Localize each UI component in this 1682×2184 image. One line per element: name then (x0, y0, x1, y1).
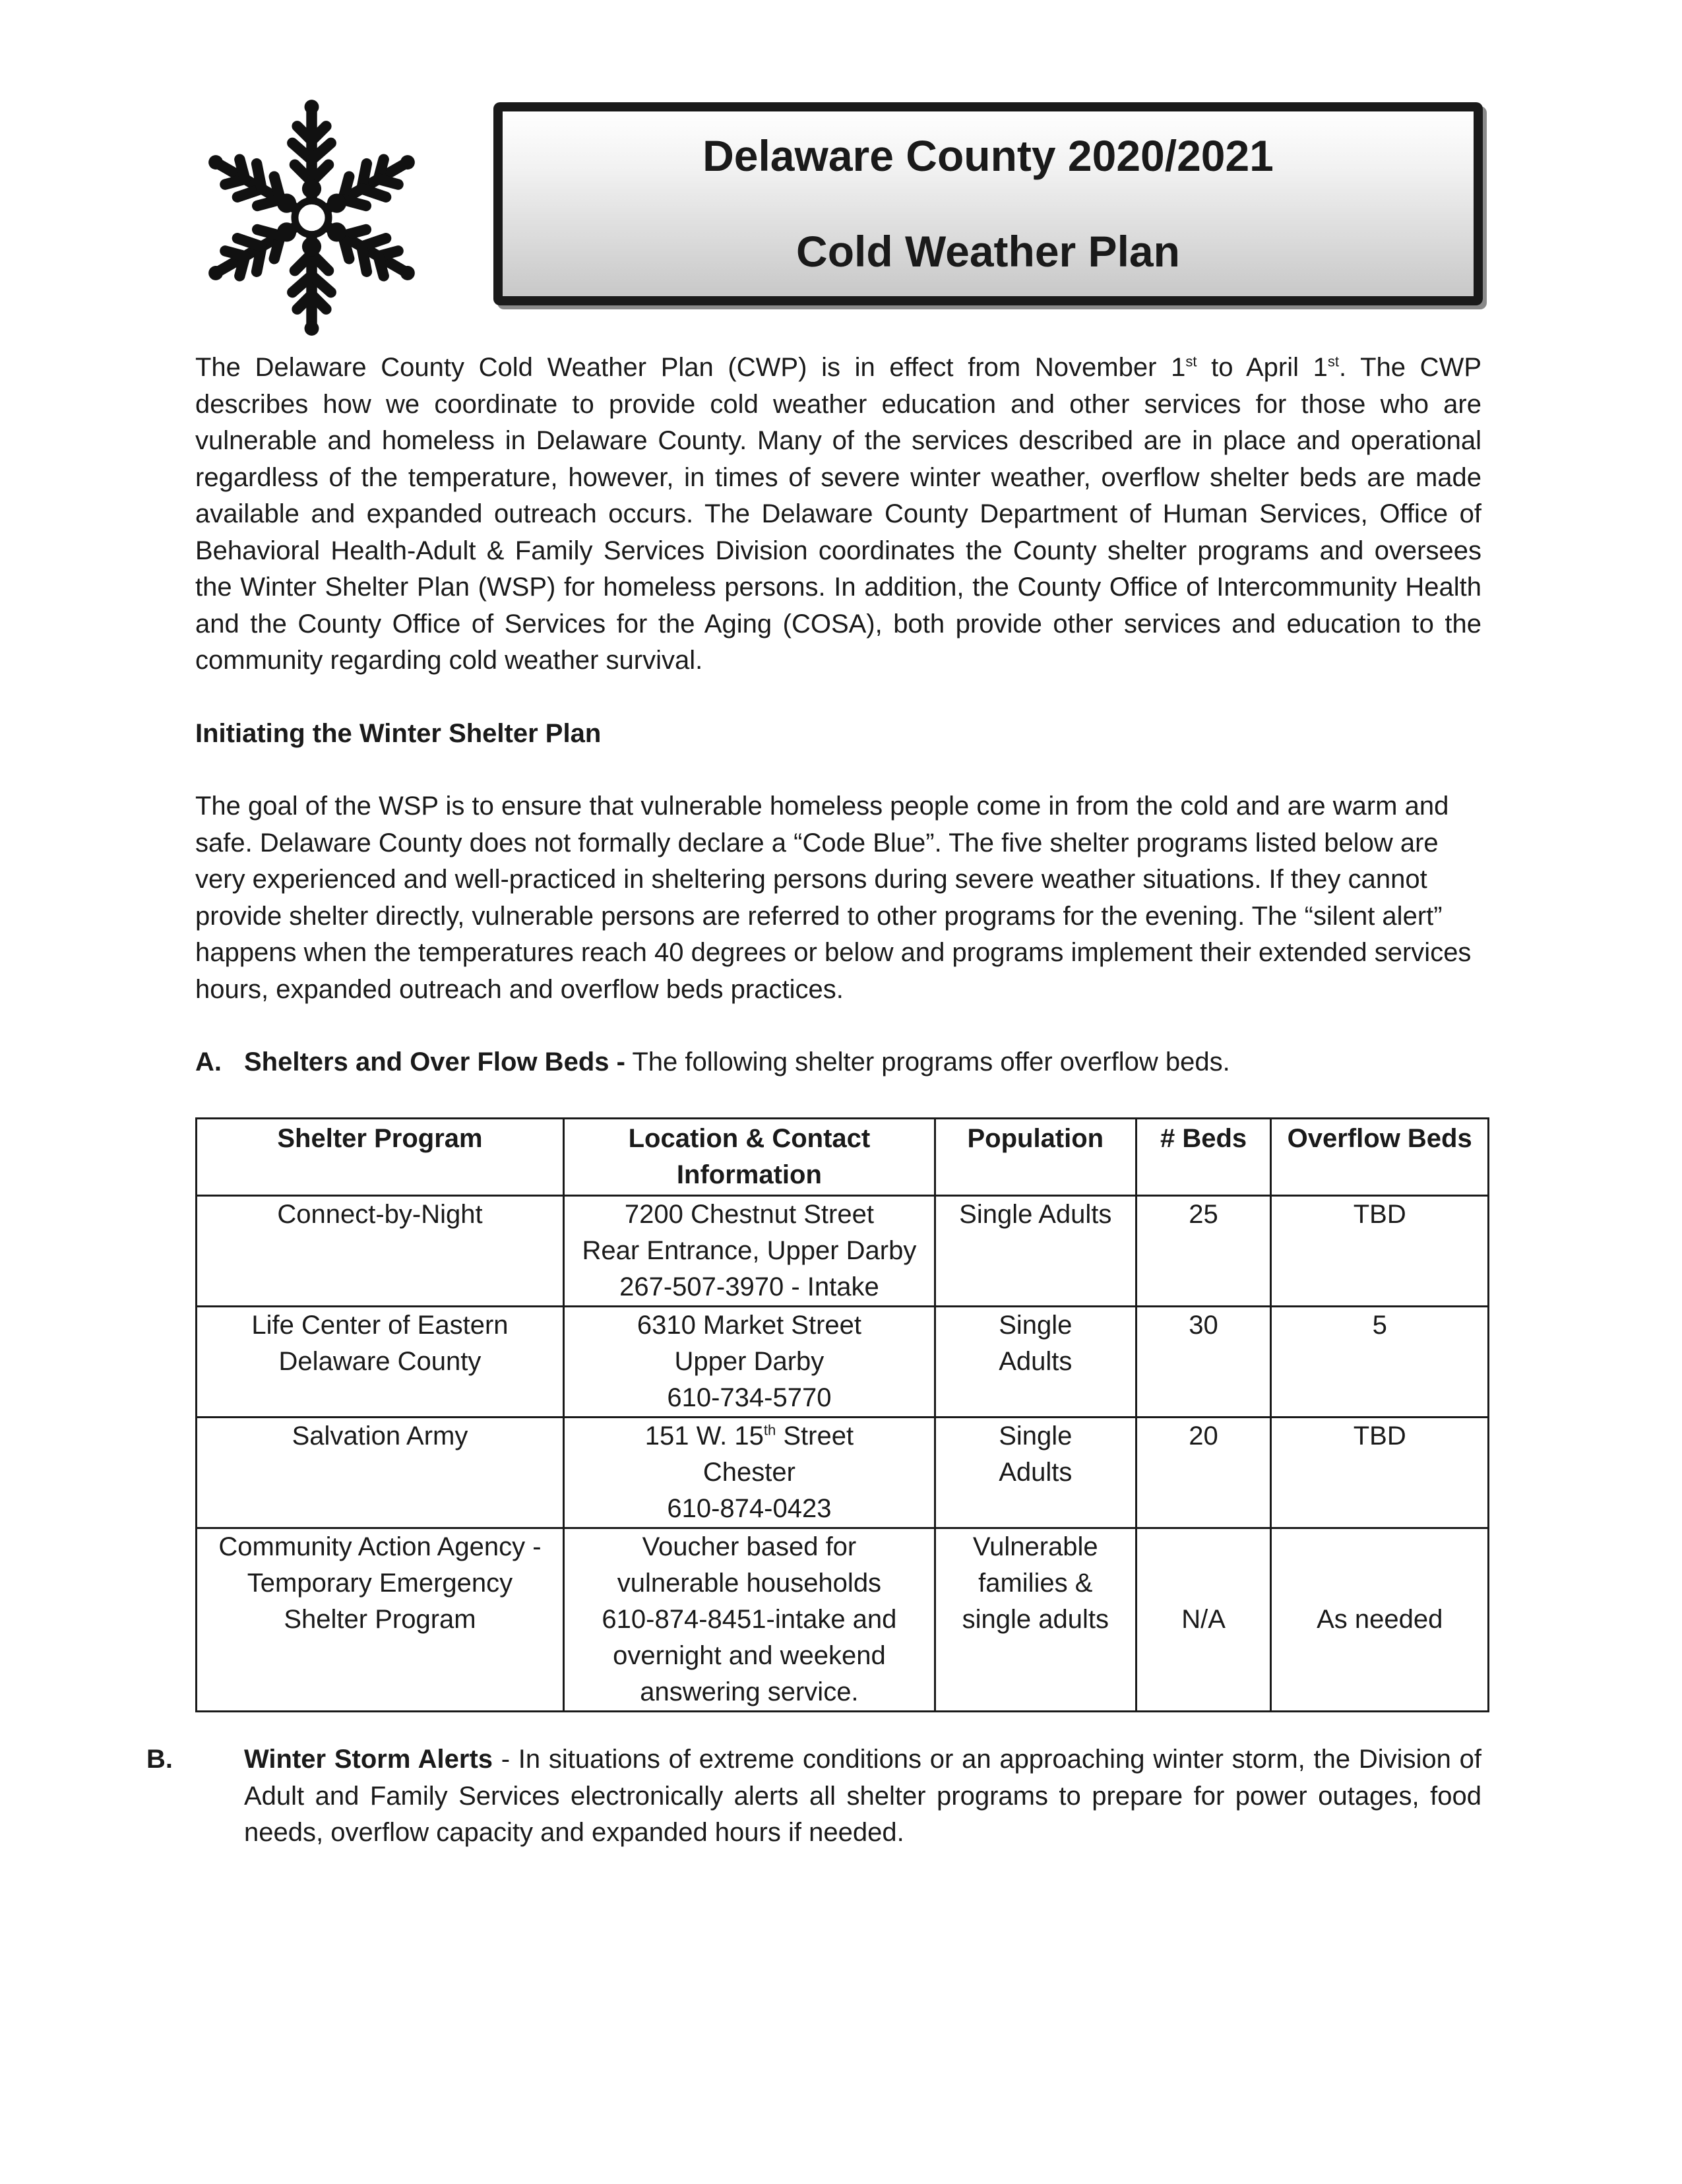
goal-section (195, 788, 1481, 1008)
overflow-cell: TBD (1271, 1196, 1489, 1307)
title-box (493, 102, 1483, 305)
beds-cell: 20 (1136, 1418, 1271, 1528)
table-row (197, 1528, 1489, 1712)
goal-paragraph: The goal of the WSP is to ensure that vulnerable homeless people come in from the cold and are warm and safe. Delaware County does not formally declare a “Code Blue”. The five shelter programs listed below are very experienced and well-practiced in sheltering persons during severe weather situations. If they cannot provide shelter directly, vulnerable persons are referred to other programs for the evening. The “silent alert” happens when the temperatures reach 40 degrees or below and programs implement their extended services hours, expanded outreach and overflow beds practices. (195, 792, 1472, 1004)
table-header-row (197, 1119, 1489, 1196)
overflow-cell: TBD (1271, 1418, 1489, 1528)
population-cell: Single Adults (935, 1418, 1136, 1528)
section-a-title: Shelters and Over Flow Beds - (244, 1047, 625, 1076)
section-a-text: The following shelter programs offer overflow beds. (625, 1047, 1230, 1076)
section-a-label: A. (195, 1047, 222, 1076)
table-row (197, 1307, 1489, 1418)
overflow-cell: 5 (1271, 1307, 1489, 1418)
population-cell: Single Adults (935, 1307, 1136, 1418)
section-b (146, 1741, 1481, 1852)
overflow-cell: As needed (1271, 1528, 1489, 1712)
document-subtitle: Cold Weather Plan (796, 227, 1180, 276)
table-row (197, 1196, 1489, 1307)
section-b-label: B. (146, 1745, 173, 1774)
location-cell: 7200 Chestnut Street Rear Entrance, Upper Darby 267-507-3970 - Intake (563, 1196, 935, 1307)
location-cell: 151 W. 15th Street Chester 610-874-0423 (563, 1418, 935, 1528)
section-a (195, 1044, 1481, 1081)
beds-cell: N/A (1136, 1528, 1271, 1712)
shelter-program-cell: Salvation Army (197, 1418, 564, 1528)
column-header: Location & Contact Information (563, 1119, 935, 1196)
location-cell: 6310 Market Street Upper Darby 610-734-5770 (563, 1307, 935, 1418)
shelter-program-cell: Life Center of Eastern Delaware County (197, 1307, 564, 1418)
column-header: # Beds (1136, 1119, 1271, 1196)
snowflake-icon (191, 96, 432, 340)
section-b-text: - In situations of extreme conditions or an approaching winter storm, the Division of Adult and Family Services electronically alerts all shelter programs to prepare for power outages, food needs, overflow capacity and expanded hours if needed. (244, 1745, 1481, 1847)
column-header: Shelter Program (197, 1119, 564, 1196)
section-b-title: Winter Storm Alerts (244, 1745, 493, 1774)
intro-paragraph: The Delaware County Cold Weather Plan (CWP) is in effect from November 1st to April 1st. The CWP describes how we coordinate to provide cold weather education and other services for those who are vulnerable and homeless in Delaware County. Many of the services described are in place and operational regardless of the temperature, however, in times of severe winter weather, overflow shelter beds are made available and expanded outreach occurs. The Delaware County Department of Human Services, Office of Behavioral Health-Adult & Family Services Division coordinates the County shelter programs and oversees the Winter Shelter Plan (WSP) for homeless persons. In addition, the County Office of Intercommunity Health and the County Office of Services for the Aging (COSA), both provide other services and education to the community regarding cold weather survival. (195, 353, 1481, 675)
shelter-program-cell: Connect-by-Night (197, 1196, 564, 1307)
shelter-program-cell: Community Action Agency - Temporary Emergency Shelter Program (197, 1528, 564, 1712)
column-header: Overflow Beds (1271, 1119, 1489, 1196)
table-row (197, 1418, 1489, 1528)
population-cell: Vulnerable families & single adults (935, 1528, 1136, 1712)
document-title: Delaware County 2020/2021 (702, 131, 1274, 180)
intro-section (195, 350, 1481, 679)
location-cell: Voucher based for vulnerable households 610-874-8451-intake and overnight and weekend answering service. (563, 1528, 935, 1712)
shelter-table (195, 1117, 1489, 1712)
population-cell: Single Adults (935, 1196, 1136, 1307)
beds-cell: 25 (1136, 1196, 1271, 1307)
column-header: Population (935, 1119, 1136, 1196)
section-heading: Initiating the Winter Shelter Plan (195, 719, 602, 748)
beds-cell: 30 (1136, 1307, 1271, 1418)
